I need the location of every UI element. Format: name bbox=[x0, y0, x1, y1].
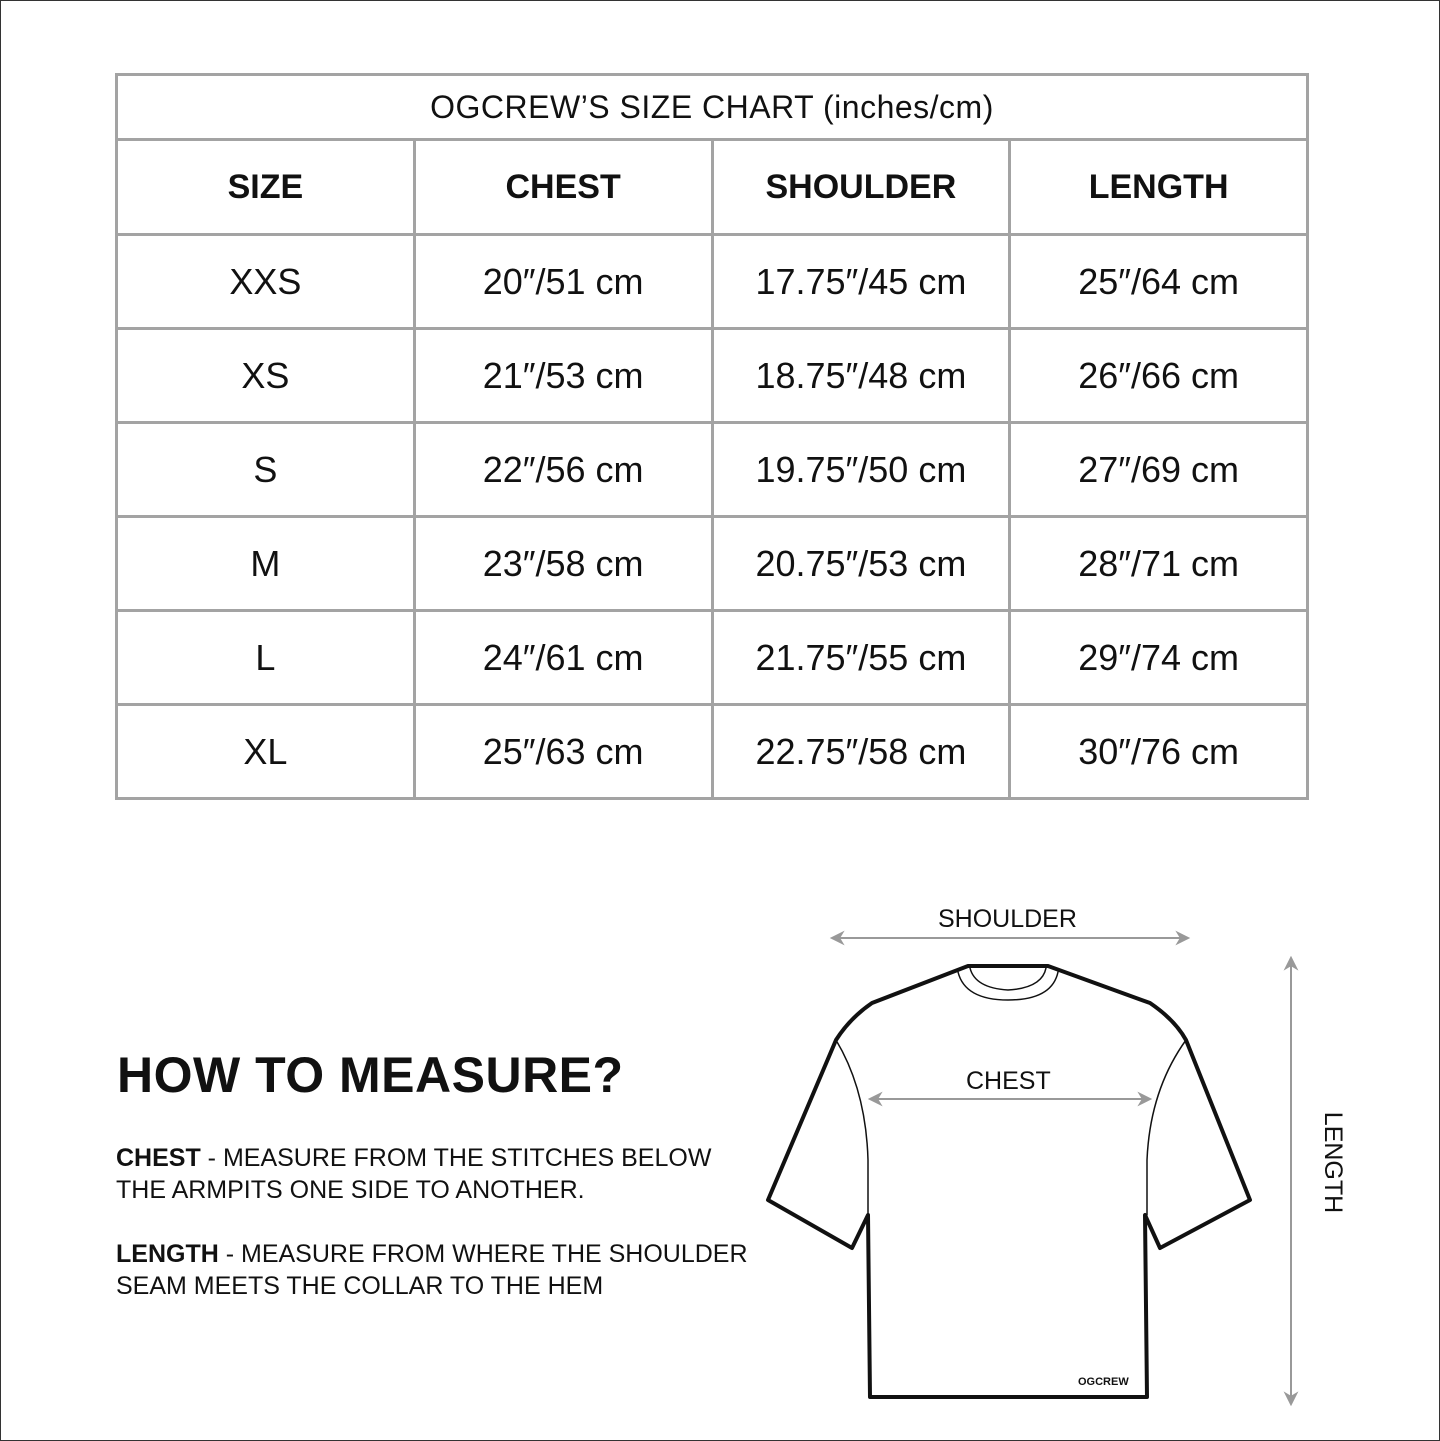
shoulder-cell: 20.75″/53 cm bbox=[712, 517, 1010, 611]
chest-cell: 21″/53 cm bbox=[414, 329, 712, 423]
header-shoulder: SHOULDER bbox=[712, 140, 1010, 235]
size-cell: L bbox=[117, 611, 415, 705]
size-cell: XXS bbox=[117, 235, 415, 329]
size-chart-title: OGCREW’S SIZE CHART (inches/cm) bbox=[117, 75, 1308, 140]
length-term: LENGTH bbox=[116, 1240, 219, 1268]
length-cell: 27″/69 cm bbox=[1010, 423, 1308, 517]
length-cell: 26″/66 cm bbox=[1010, 329, 1308, 423]
ogcrew-logo: OGCREW bbox=[1078, 1376, 1129, 1388]
shoulder-cell: 21.75″/55 cm bbox=[712, 611, 1010, 705]
shoulder-cell: 17.75″/45 cm bbox=[712, 235, 1010, 329]
chest-text: - MEASURE FROM THE STITCHES BELOW THE ARMPITS ONE SIDE TO ANOTHER. bbox=[116, 1144, 712, 1204]
shoulder-cell: 18.75″/48 cm bbox=[712, 329, 1010, 423]
length-text: - MEASURE FROM WHERE THE SHOULDER SEAM MEETS THE COLLAR TO THE HEM bbox=[116, 1240, 748, 1300]
header-size: SIZE bbox=[117, 140, 415, 235]
header-length: LENGTH bbox=[1010, 140, 1308, 235]
how-to-measure-heading: HOW TO MEASURE? bbox=[117, 1047, 624, 1103]
shoulder-label: SHOULDER bbox=[938, 905, 1077, 933]
size-cell: M bbox=[117, 517, 415, 611]
chest-cell: 25″/63 cm bbox=[414, 705, 712, 799]
tshirt-outline-icon bbox=[768, 966, 1250, 1397]
length-label: LENGTH bbox=[1319, 1111, 1348, 1214]
size-cell: XS bbox=[117, 329, 415, 423]
length-cell: 29″/74 cm bbox=[1010, 611, 1308, 705]
chest-cell: 24″/61 cm bbox=[414, 611, 712, 705]
length-cell: 28″/71 cm bbox=[1010, 517, 1308, 611]
shoulder-cell: 22.75″/58 cm bbox=[712, 705, 1010, 799]
shoulder-cell: 19.75″/50 cm bbox=[712, 423, 1010, 517]
chest-cell: 20″/51 cm bbox=[414, 235, 712, 329]
chest-cell: 23″/58 cm bbox=[414, 517, 712, 611]
size-cell: XL bbox=[117, 705, 415, 799]
size-cell: S bbox=[117, 423, 415, 517]
chest-term: CHEST bbox=[116, 1144, 201, 1172]
length-cell: 25″/64 cm bbox=[1010, 235, 1308, 329]
chest-cell: 22″/56 cm bbox=[414, 423, 712, 517]
header-chest: CHEST bbox=[414, 140, 712, 235]
length-cell: 30″/76 cm bbox=[1010, 705, 1308, 799]
chest-label: CHEST bbox=[966, 1067, 1051, 1095]
